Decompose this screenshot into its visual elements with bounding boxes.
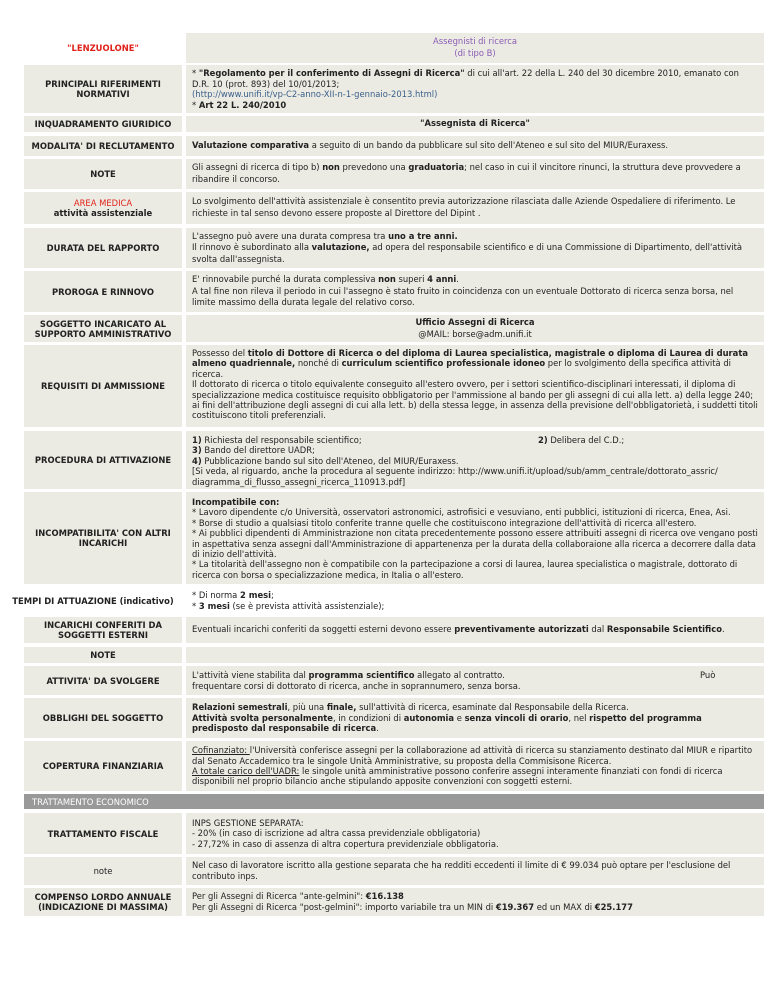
- incarichi-row: [24, 617, 764, 643]
- attivita-text-e: frequentare corsi di dottorato di ricerca, anche in soprannumero, senza borsa.: [192, 680, 521, 691]
- regolamento-title: "Regolamento per il conferimento di Assegni di Ricerca": [198, 68, 465, 78]
- lenzuolone-label: "LENZUOLONE": [24, 33, 182, 63]
- title-line1: Assegnisti di ricerca: [432, 36, 518, 47]
- step-1-text: Richiesta del responsabile scientifico;: [201, 435, 362, 445]
- durata-valutazione: valutazione,: [311, 242, 370, 253]
- attivita-programma: programma scientifico: [308, 669, 415, 680]
- attivita-value: [186, 666, 764, 695]
- step-3-text: Bando del direttore UADR;: [201, 445, 315, 456]
- obblighi-value: [186, 698, 764, 738]
- area-medica-value: Lo svolgimento dell'attività assistenziale è consentito previa autorizzazione rilasciata dalle Aziende Ospedaliere di riferimento. Le richieste in tal senso devono essere proposte al Direttore del Dipint .: [186, 192, 764, 224]
- obblighi-text-f: , in condizioni di: [332, 712, 404, 723]
- incarichi-text-c: dal: [588, 624, 607, 635]
- note2-row: [24, 647, 764, 663]
- fiscale-inps: INPS GESTIONE SEPARATA:: [192, 817, 304, 828]
- note3-label: note: [24, 857, 182, 885]
- note3-value: Nel caso di lavoratore iscritto alla gestione separata che ha redditi eccedenti il limite di € 99.034 può optare per l'esclusione del contributo inps.: [186, 857, 764, 885]
- bullet: *: [192, 99, 199, 110]
- tempi-row: [12, 587, 764, 614]
- copertura-row: [24, 741, 764, 791]
- proroga-text-f: A tal fine non rileva il periodo in cui l'assegno è stato fruito in coincidenza con un eventuale Dottorato di ricerca senza borsa, nel limite massimo della durata legale del relativo corso.: [192, 285, 734, 308]
- compenso-row: [24, 888, 764, 916]
- modalita-text: a seguito di un bando da pubblicare sul sito dell'Ateneo e sul sito del MIUR/Euraxess.: [309, 140, 669, 151]
- note1-text-a: Gli assegni di ricerca di tipo b): [192, 162, 323, 173]
- durata-value: [186, 228, 764, 268]
- incarichi-text-a: Eventuali incarichi conferiti da soggetti esterni devono essere: [192, 624, 455, 635]
- obblighi-text-b: , più una: [287, 702, 327, 713]
- durata-text-c: Il rinnovo è subordinato alla: [192, 242, 312, 253]
- proroga-value: [186, 271, 764, 312]
- obblighi-text-d: sull'attività di ricerca, esaminate dal Responsabile della Ricerca.: [356, 702, 629, 713]
- note1-graduatoria: graduatoria: [408, 162, 465, 173]
- attivita-text-a: L'attività viene stabilita dal: [192, 669, 309, 680]
- modalita-bold: Valutazione comparativa: [192, 140, 310, 151]
- incompatibilita-item: * Lavoro dipendente c/o Università, osservatori astronomici, astrofisici e vesuviano, enti pubblici, istituzioni di ricerca, Enea, Asi.: [192, 507, 731, 518]
- compenso-max: €25.177: [594, 902, 633, 912]
- proroga-text-a: E' rinnovabile purché la durata complessiva: [192, 274, 379, 285]
- durata-text-a: L'assegno può avere una durata compresa tra: [192, 230, 389, 241]
- proroga-label: PROROGA E RINNOVO: [24, 271, 182, 312]
- copertura-text-b: l'Università conferisce assegni per la collaborazione ad attività di ricerca su stanziamento destinato dal MIUR e ripartito dal Senato Accademico tra le singole Unità Amministrative, su proposta della Commisisone Ricerca.: [192, 745, 753, 766]
- procedura-label: PROCEDURA DI ATTIVAZIONE: [24, 431, 182, 489]
- compenso-ante: Per gli Assegni di Ricerca "ante-gelmini":: [192, 891, 366, 902]
- note1-label: NOTE: [24, 159, 182, 189]
- area-medica-subtitle: attività assistenziale: [53, 208, 153, 218]
- incarichi-value: [186, 617, 764, 643]
- copertura-cofinanziato: Cofinanziato:: [192, 745, 250, 756]
- incompatibilita-item: * Ai pubblici dipendenti di Amministrazione non citata precedentemente possono essere attribuiti assegni di ricerca ove vengano posti in aspettativa senza assegni dall'Amministrazione di appartenenza per la durata della collaboraione alla ricerca a decorrere dalla data di inizio dell'attività.: [192, 528, 758, 560]
- regolamento-text: di cui all'art. 22 della L. 240 del 30 dicembre 2010, emanato con D.R. 10 (prot. 893) del 10/01/2013;: [192, 68, 739, 89]
- obblighi-label: OBBLIGHI DEL SOGGETTO: [24, 698, 182, 738]
- obblighi-autonomia: autonomia: [403, 712, 455, 723]
- incompatibilita-item: * Borse di studio a qualsiasi titolo conferite tranne quelle che costituiscono integrazione dell'attività di ricerca all'estero.: [192, 517, 697, 528]
- soggetto-row: [24, 315, 764, 342]
- fiscale-row: [24, 813, 764, 854]
- fiscale-2772: - 27,72% in caso di assenza di altra copertura previdenziale obbligatoria.: [192, 838, 499, 849]
- inquadramento-row: [24, 116, 764, 132]
- compenso-min: €19.367: [495, 902, 535, 912]
- tempi-2mesi: 2 mesi: [239, 590, 271, 601]
- fiscale-20: - 20% (in caso di iscrizione ad altra cassa previdenziale obbligatoria): [192, 828, 481, 839]
- inquadramento-value: "Assegnista di Ricerca": [186, 116, 764, 132]
- area-medica-title: AREA MEDICA: [73, 198, 133, 208]
- note1-non: non: [322, 162, 340, 173]
- procedura-row: [24, 431, 764, 489]
- requisiti-titolo: titolo di Dottore di Ricerca o del diploma di Laurea specialistica, magistrale o diploma di Laurea di durata almeno quadriennale,: [192, 348, 748, 369]
- procedura-value: [186, 431, 764, 489]
- riferimenti-row: [24, 65, 764, 113]
- requisiti-text-a: Possesso del: [192, 348, 248, 358]
- modalita-value: [186, 136, 764, 156]
- copertura-value: [186, 741, 764, 791]
- attivita-text-c: allegato al contratto.: [414, 669, 505, 680]
- durata-text-e: ad opera del responsabile scientifico e di una Commissione di Dipartimento, dell'attività svolta dall'assegnista.: [192, 242, 743, 264]
- page-title: [186, 33, 764, 63]
- proroga-text-c: superi: [395, 274, 428, 285]
- modalita-row: [24, 136, 764, 156]
- requisiti-curriculum: curriculum scientifico professionale idoneo: [341, 358, 546, 369]
- obblighi-text-j: , nel: [568, 712, 590, 723]
- note1-value: [186, 159, 764, 189]
- tempi-text-a: * Di norma: [192, 590, 240, 601]
- header-row: [24, 33, 764, 63]
- attivita-puo: Può: [700, 669, 716, 680]
- obblighi-text-h: e: [454, 712, 465, 723]
- tempi-text-d: *: [192, 600, 199, 611]
- obblighi-personalmente: Attività svolta personalmente: [192, 712, 333, 723]
- proroga-anni: 4 anni: [427, 274, 457, 285]
- modalita-label: MODALITA' DI RECLUTAMENTO: [24, 136, 182, 156]
- requisiti-text-g: ai fini dell'attribuzione degli assegni di cui alla lett. b) della stessa legge, in assenza della previsione dell'obbligatorietà, i suddetti titoli costituiscono titoli preferenziali.: [192, 400, 758, 421]
- compenso-value: [186, 888, 764, 916]
- fiscale-value: [186, 813, 764, 854]
- incarichi-autorizzati: preventivamente autorizzati: [454, 624, 589, 635]
- step-4-text: Pubblicazione bando sul sito dell'Ateneo, del MIUR/Euraxess.: [201, 455, 459, 466]
- attivita-row: [24, 666, 764, 695]
- regolamento-link[interactable]: (http://www.unifi.it/vp-C2-anno-XII-n-1-gennaio-2013.html): [192, 89, 438, 100]
- step-2-text: Delibera del C.D.;: [547, 435, 625, 445]
- compenso-label: COMPENSO LORDO ANNUALE (INDICAZIONE DI MASSIMA): [24, 888, 182, 916]
- soggetto-office: Ufficio Assegni di Ricerca: [415, 316, 535, 327]
- step-3-number: 3): [192, 445, 202, 456]
- title-line2: (di tipo B): [454, 48, 496, 58]
- tempi-value: [186, 587, 764, 614]
- soggetto-mail[interactable]: @MAIL: borse@adm.unifi.it: [418, 328, 532, 339]
- obblighi-programma: rispetto del programma predisposto dal responsabile di ricerca: [192, 712, 702, 734]
- obblighi-orario: senza vincoli di orario: [464, 712, 569, 723]
- note1-text-e: ; nel caso in cui il vincitore rinunci, la struttura deve provvedere a ribandire il concorso.: [192, 162, 741, 184]
- tempi-text-f: (se è prevista attività assistenziale);: [229, 600, 385, 611]
- tempi-3mesi: 3 mesi: [198, 600, 230, 611]
- soggetto-label: SOGGETTO INCARICATO AL SUPPORTO AMMINISTRATIVO: [24, 315, 182, 342]
- proroga-dot: .: [456, 274, 459, 285]
- copertura-text-d: le singole unità amministrative possono conferire assegni interamente finanziati con fondi di ricerca disponibili nel proprio bilancio anche stipulando apposite convenzioni con soggetti esterni.: [192, 766, 723, 787]
- step-1-number: 1): [192, 435, 202, 445]
- note3-row: [24, 857, 764, 885]
- requisiti-value: [186, 345, 764, 427]
- requisiti-text-e: per lo svolgimento della specifica attività di ricerca.: [192, 358, 731, 379]
- area-medica-row: [24, 192, 764, 224]
- trattamento-section-header: TRATTAMENTO ECONOMICO: [24, 794, 764, 809]
- procedura-link-text[interactable]: [Si veda, al riguardo, anche la procedura al seguente indirizzo: http://www.unifi.it/upload/sub/amm_centrale/dottorato_assric/ diagramma_di_flusso_assegni_ricerca_110913.pdf]: [192, 466, 718, 487]
- requisiti-row: [24, 345, 764, 427]
- note2-label: NOTE: [24, 647, 182, 663]
- bullet: *: [192, 68, 199, 78]
- requisiti-label: REQUISITI DI AMMISSIONE: [24, 345, 182, 427]
- incompatibilita-value: [186, 492, 764, 584]
- tempi-text-c: ;: [270, 590, 274, 601]
- proroga-non: non: [378, 274, 396, 285]
- soggetto-value: [186, 315, 764, 342]
- compenso-text-e: ed un MAX di: [534, 902, 595, 912]
- obblighi-semestrali: Relazioni semestrali: [192, 702, 288, 713]
- obblighi-finale: finale,: [326, 702, 357, 713]
- tempi-label: TEMPI DI ATTUAZIONE (indicativo): [0, 587, 186, 614]
- compenso-post: Per gli Assegni di Ricerca "post-gelmini": importo variabile tra un MIN di: [192, 902, 496, 912]
- incompatibilita-row: [24, 492, 764, 584]
- durata-anni: uno a tre anni.: [388, 230, 458, 241]
- note1-text-c: prevedono una: [339, 162, 409, 173]
- compenso-ante-amount: €16.138: [365, 891, 404, 902]
- area-medica-label: [24, 192, 182, 224]
- durata-label: DURATA DEL RAPPORTO: [24, 228, 182, 268]
- obblighi-dot: .: [376, 723, 379, 734]
- incarichi-dot: .: [721, 624, 725, 635]
- riferimenti-label: PRINCIPALI RIFERIMENTI NORMATIVI: [24, 65, 182, 113]
- durata-row: [24, 228, 764, 268]
- requisiti-text-c: nonché di: [295, 358, 342, 369]
- step-4-number: 4): [192, 455, 202, 466]
- fiscale-label: TRATTAMENTO FISCALE: [24, 813, 182, 854]
- riferimenti-value: [186, 65, 764, 113]
- art22-text: Art 22 L. 240/2010: [198, 99, 287, 110]
- attivita-label: ATTIVITA' DA SVOLGERE: [24, 666, 182, 695]
- incarichi-label: INCARICHI CONFERITI DA SOGGETTI ESTERNI: [24, 617, 182, 643]
- incompatibilita-item: * La titolarità dell'assegno non è compatibile con la partecipazione a corsi di laurea, laurea specialistica o magistrale, dottorato di ricerca con borsa o specializzazione medica, in Italia o all'estero.: [192, 559, 738, 580]
- inquadramento-label: INQUADRAMENTO GIURIDICO: [24, 116, 182, 132]
- copertura-label: COPERTURA FINANZIARIA: [24, 741, 182, 791]
- incompatibilita-label: INCOMPATIBILITA' CON ALTRI INCARICHI: [24, 492, 182, 584]
- incarichi-responsabile: Responsabile Scientifico: [606, 624, 722, 635]
- proroga-row: [24, 271, 764, 312]
- incompatibilita-head: Incompatibile con:: [192, 497, 280, 507]
- obblighi-row: [24, 698, 764, 738]
- note1-row: [24, 159, 764, 189]
- requisiti-text-f: Il dottorato di ricerca o titolo equivalente conseguito all'estero ovvero, per i settori scientifico-disciplinari interessati, il diploma di specializzazione medica costituisce requisito obbligatorio per l'ammissione al bando per gli assegni di cui alla lett. a) della legge 240;: [192, 379, 754, 400]
- note2-value: [186, 647, 764, 663]
- copertura-uadr: A totale carico dell'UADR:: [192, 766, 300, 776]
- step-2-number: 2): [538, 435, 548, 445]
